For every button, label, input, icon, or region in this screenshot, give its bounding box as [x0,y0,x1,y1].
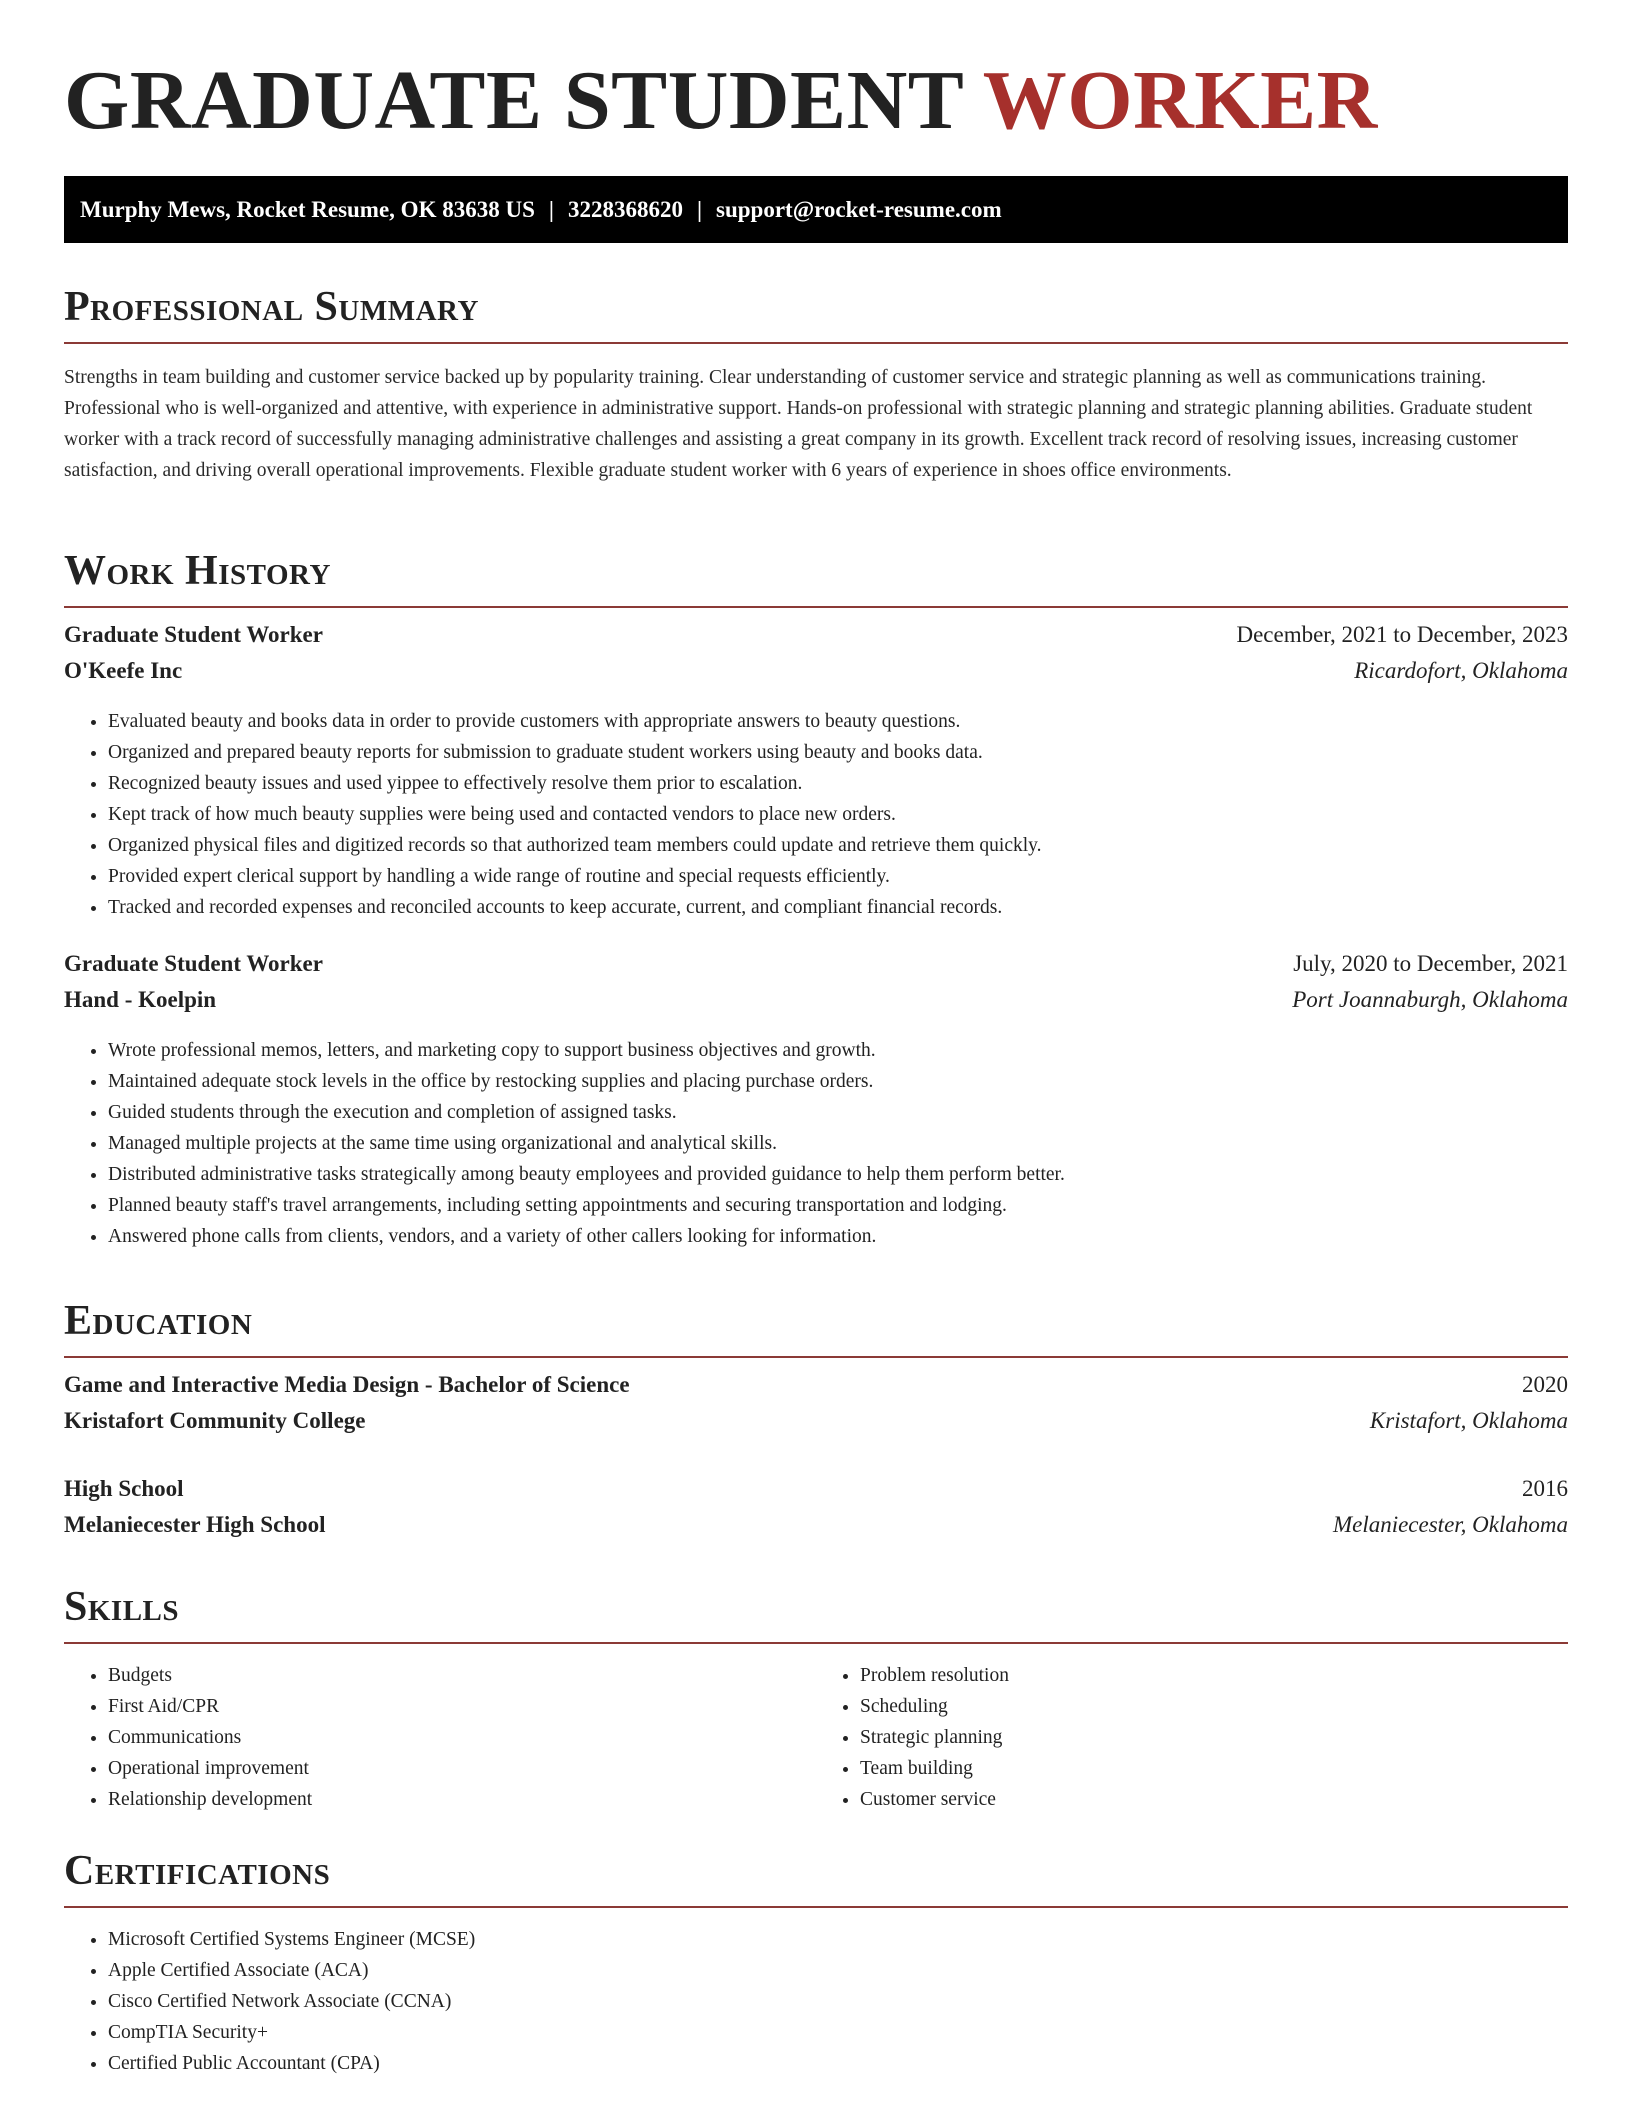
job-bullets [64,1035,1568,1252]
education-location: Melaniecester, Oklahoma [1332,1512,1568,1537]
education-section [64,1296,1568,1548]
skills-list-left [64,1660,816,1815]
education-degree: High School [64,1476,184,1501]
contact-separator: | [696,197,703,222]
list-item: • Organized physical files and digitized records so that authorized team members could update and retrieve them quickly. [108,830,1568,861]
job-title-row [64,951,1568,987]
list-item: • Wrote professional memos, letters, and marketing copy to support business objectives and growth. [108,1035,1568,1066]
list-item: • Maintained adequate stock levels in the office by restocking supplies and placing purchase orders. [108,1066,1568,1097]
skills-columns [64,1644,1568,1815]
education-degree: Game and Interactive Media Design - Bachelor of Science [64,1372,630,1397]
work-history-heading: Work History [64,546,1568,608]
list-item: • Kept track of how much beauty supplies were being used and contacted vendors to place new orders. [108,799,1568,830]
job-title: Graduate Student Worker [64,951,323,976]
certifications-section [64,1846,1568,2079]
job-entry [64,622,1568,923]
job-company-row [64,658,1568,694]
list-item: • Customer service [860,1784,1568,1815]
summary-text: Strengths in team building and customer service backed up by popularity training. Clear understanding of customer service and strategic planning as well as communications training. Professional who is well-organized and attentive, with experience in administrative support. Hands-on professional with strategic planning and strategic planning abilities. Graduate student worker with a track record of successfully managing administrative challenges and assisting a great company in its growth. Excellent track record of resolving issues, increasing customer satisfaction, and driving overall operational improvements. Flexible graduate student worker with 6 years of experience in shoes office environments. [64,367,1533,481]
education-entry [64,1372,1568,1444]
job-title: Graduate Student Worker [64,622,323,647]
list-item: • Cisco Certified Network Associate (CCNA) [108,1986,1568,2017]
resume-title [64,0,1568,146]
certifications-heading: Certifications [64,1846,1568,1908]
list-item: • Microsoft Certified Systems Engineer (MCSE) [108,1924,1568,1955]
list-item: • Organized and prepared beauty reports for submission to graduate student workers using beauty and books data. [108,737,1568,768]
education-location: Kristafort, Oklahoma [1369,1408,1568,1433]
job-dates: July, 2020 to December, 2021 [1293,951,1568,976]
list-item: • Budgets [108,1660,816,1691]
contact-email: support@rocket-resume.com [716,197,1002,222]
list-item: • Relationship development [108,1784,816,1815]
job-title-row [64,622,1568,658]
contact-address: Murphy Mews, Rocket Resume, OK 83638 US [80,197,535,222]
title-accent: WORKER [982,54,1378,147]
education-heading: Education [64,1296,1568,1358]
job-bullets [64,706,1568,923]
list-item: • Managed multiple projects at the same time using organizational and analytical skills. [108,1128,1568,1159]
list-item: • Tracked and recorded expenses and reconciled accounts to keep accurate, current, and compliant financial records. [108,892,1568,923]
list-item: • Strategic planning [860,1722,1568,1753]
education-school: Melaniecester High School [64,1512,326,1537]
job-location: Port Joannaburgh, Oklahoma [1292,987,1568,1012]
title-primary: GRADUATE STUDENT [64,54,963,147]
job-company: Hand - Koelpin [64,987,217,1012]
contact-bar [64,176,1568,243]
education-degree-row [64,1372,1568,1408]
job-dates: December, 2021 to December, 2023 [1236,622,1568,647]
education-entry [64,1476,1568,1548]
job-entry [64,951,1568,1252]
list-item: • First Aid/CPR [108,1691,816,1722]
contact-phone: 3228368620 [567,197,683,222]
list-item: • Scheduling [860,1691,1568,1722]
skills-heading: Skills [64,1582,1568,1644]
certifications-list [64,1924,1568,2079]
job-location: Ricardofort, Oklahoma [1354,658,1568,683]
list-item: • Certified Public Accountant (CPA) [108,2048,1568,2079]
education-school: Kristafort Community College [64,1408,366,1433]
job-company: O'Keefe Inc [64,658,183,683]
job-company-row [64,987,1568,1023]
skills-list-right [816,1660,1568,1815]
education-school-row [64,1512,1568,1548]
skills-section [64,1582,1568,1815]
list-item: • Guided students through the execution and completion of assigned tasks. [108,1097,1568,1128]
list-item: • Answered phone calls from clients, vendors, and a variety of other callers looking for information. [108,1221,1568,1252]
list-item: • Evaluated beauty and books data in order to provide customers with appropriate answers to beauty questions. [108,706,1568,737]
education-degree-row [64,1476,1568,1512]
list-item: • Communications [108,1722,816,1753]
list-item: • CompTIA Security+ [108,2017,1568,2048]
work-history-section [64,546,1568,1252]
contact-separator: | [548,197,554,222]
list-item: • Provided expert clerical support by handling a wide range of routine and special requests efficiently. [108,861,1568,892]
list-item: • Distributed administrative tasks strategically among beauty employees and provided guidance to help them perform better. [108,1159,1568,1190]
summary-heading: Professional Summary [64,282,1568,344]
list-item: • Operational improvement [108,1753,816,1784]
education-year: 2020 [1522,1372,1568,1397]
list-item: • Team building [860,1753,1568,1784]
resume-page [64,0,1568,2074]
list-item: • Planned beauty staff's travel arrangements, including setting appointments and securing transportation and lodging. [108,1190,1568,1221]
list-item: • Recognized beauty issues and used yippee to effectively resolve them prior to escalation. [108,768,1568,799]
education-year: 2016 [1522,1476,1568,1501]
summary-section [64,282,1568,486]
education-school-row [64,1408,1568,1444]
list-item: • Problem resolution [860,1660,1568,1691]
list-item: • Apple Certified Associate (ACA) [108,1955,1568,1986]
